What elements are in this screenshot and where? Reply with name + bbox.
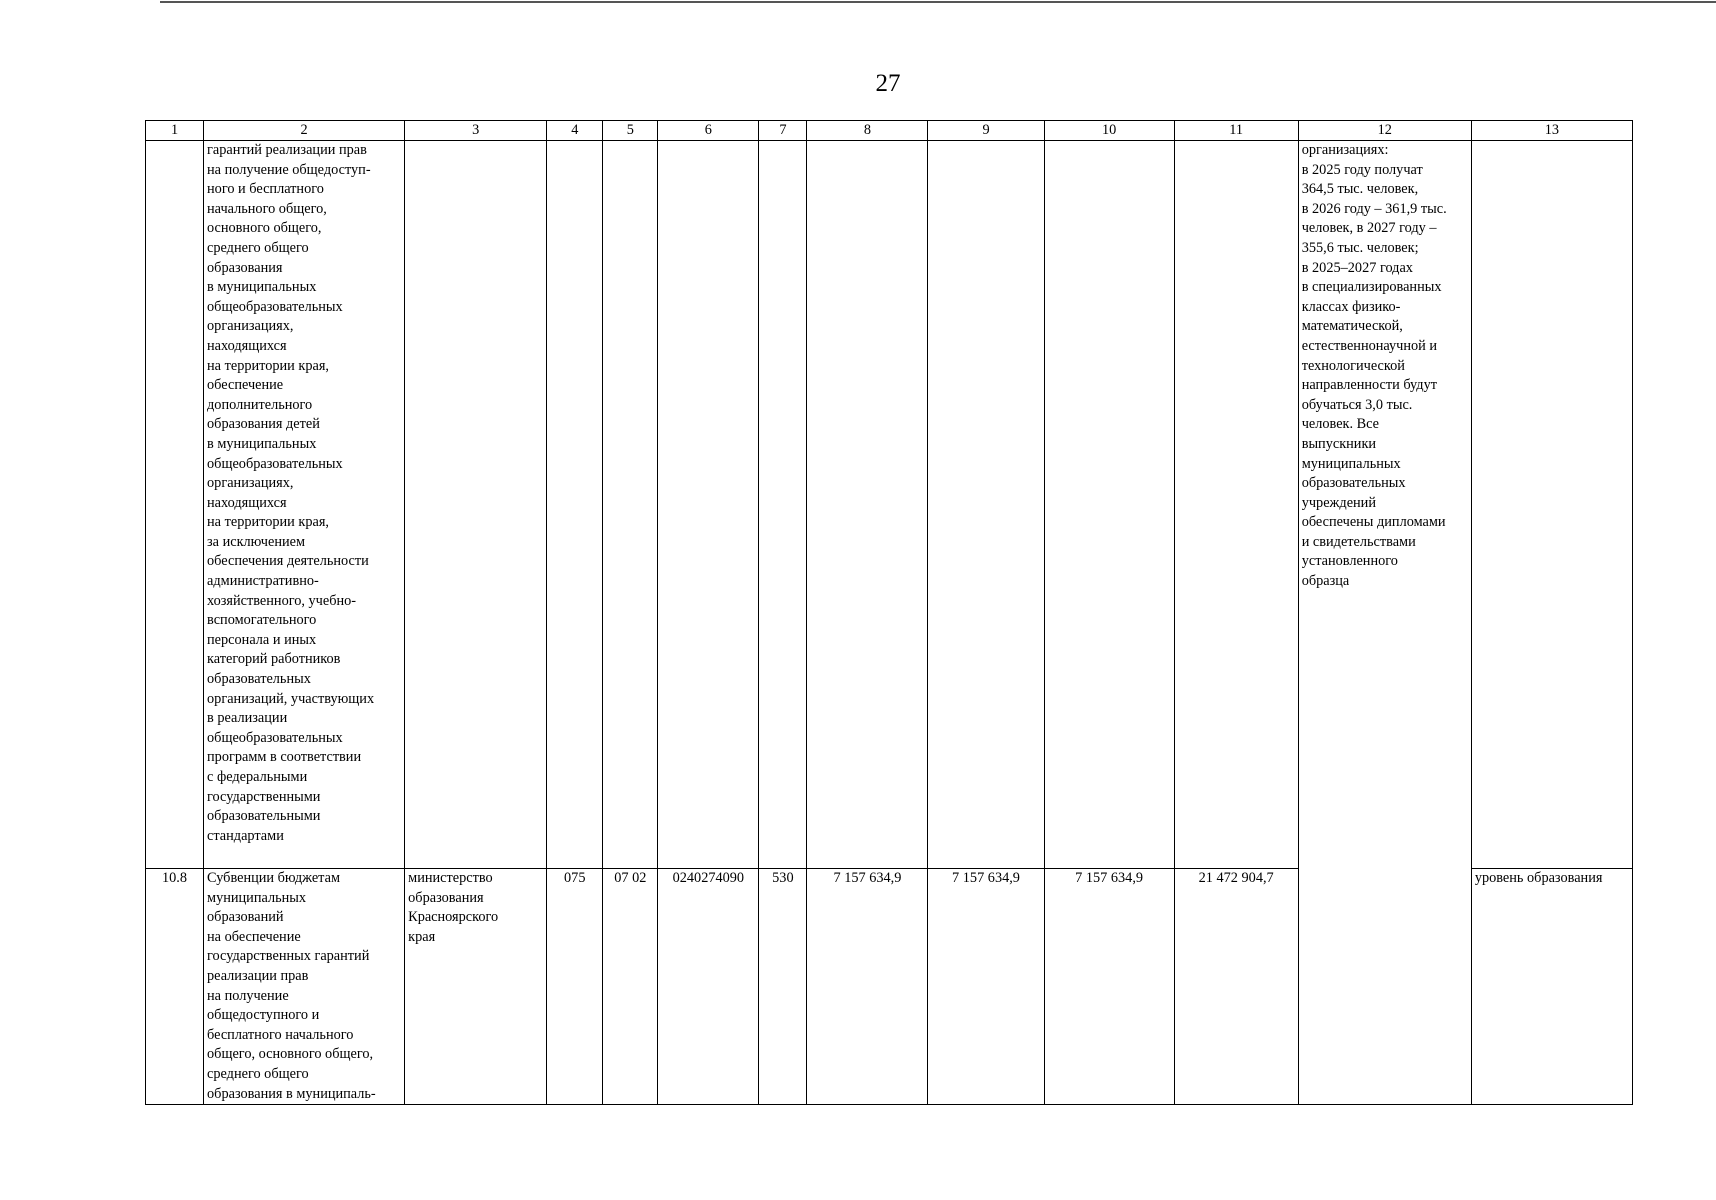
column-number: 9	[928, 121, 1044, 141]
cell-2025: 7 157 634,9	[807, 869, 928, 1105]
column-number: 3	[405, 121, 547, 141]
cell-2027: 7 157 634,9	[1044, 869, 1174, 1105]
cell-result-indicator	[1471, 141, 1632, 869]
row-name-text: Субвенции бюджетам муниципальных образований на обеспечение государственных гарантий реализации прав на получение общедоступного и бесплатного начального общего, основного общего, среднего общего образования в муниципаль-	[207, 870, 376, 1102]
cell-2026: 7 157 634,9	[928, 869, 1044, 1105]
column-number: 11	[1174, 121, 1298, 141]
column-number: 7	[759, 121, 807, 141]
cell-2025	[807, 141, 928, 869]
column-number: 10	[1044, 121, 1174, 141]
cell-2026	[928, 141, 1044, 869]
column-number: 5	[603, 121, 658, 141]
cell-csr: 0240274090	[658, 869, 759, 1105]
cell-grbs: 075	[547, 869, 603, 1105]
page-number: 27	[875, 70, 901, 97]
row-number: 10.8	[146, 869, 204, 1105]
column-number: 6	[658, 121, 759, 141]
column-number: 4	[547, 121, 603, 141]
cell-result-indicator: уровень образования	[1471, 869, 1632, 1105]
column-number-row	[146, 121, 1633, 141]
cell-num	[146, 141, 204, 869]
cell-2027	[1044, 141, 1174, 869]
cell-total: 21 472 904,7	[1174, 869, 1298, 1105]
cell-executor	[405, 869, 547, 1105]
column-number: 1	[146, 121, 204, 141]
top-rule	[160, 1, 1716, 3]
expected-result-text: организациях: в 2025 году получат 364,5 тыс. человек, в 2026 году – 361,9 тыс. человек, в 2027 году – 355,6 тыс. человек; в 2025–2027 годах в специализированных классах физико- математической, естественнонаучной и технологической направленности будут обучаться 3,0 тыс. человек. Все выпускники муниципальных образовательных учреждений обеспечены дипломами и свидетельствами установленного образца	[1301, 142, 1447, 590]
cell-expected-result	[1298, 141, 1471, 1105]
cell-name	[204, 141, 405, 869]
cell-csr	[658, 141, 759, 869]
cell-total	[1174, 141, 1298, 869]
cell-name	[204, 869, 405, 1105]
cell-vr	[759, 141, 807, 869]
continued-name-text: гарантий реализации прав на получение общедоступ- ного и бесплатного начального общего, основного общего, среднего общего образования в муниципальных общеобразовательных организациях, находящихся на территории края, обеспечение дополнительного образования детей в муниципальных общеобразовательных организациях, находящихся на территории края, за исключением обеспечения деятельности административно- хозяйственного, учебно- вспомогательного персонала и иных категорий работников образовательных организаций, участвующих в реализации общеобразовательных программ в соответствии с федеральными государственными образовательными стандартами	[207, 142, 375, 844]
budget-table	[145, 120, 1633, 1105]
column-number: 12	[1298, 121, 1471, 141]
column-number: 2	[204, 121, 405, 141]
cell-vr: 530	[759, 869, 807, 1105]
table-row-continued	[146, 141, 1633, 869]
column-number: 8	[807, 121, 928, 141]
cell-rzpr	[603, 141, 658, 869]
cell-grbs	[547, 141, 603, 869]
executor-text: министерство образования Красноярского края	[408, 870, 499, 945]
cell-executor	[405, 141, 547, 869]
cell-rzpr: 07 02	[603, 869, 658, 1105]
column-number: 13	[1471, 121, 1632, 141]
